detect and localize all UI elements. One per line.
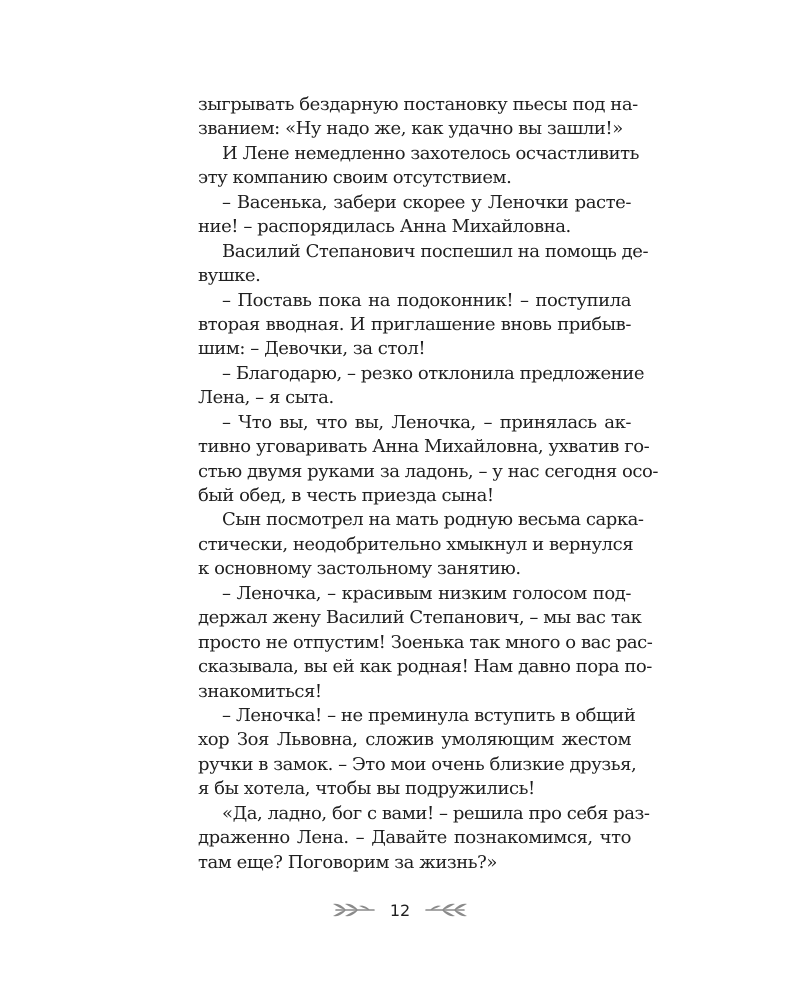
text-line: – Леночка, – красивым низким голосом под- [222,582,631,604]
text-line: просто не отпустим! Зоенька так много о вас рас- [198,631,653,653]
text-line: – Поставь пока на подоконник! – поступила [222,289,631,311]
text-line: бый обед, в честь приезда сына! [198,485,494,506]
text-line: драженно Лена. – Давайте познакомимся, что [198,827,631,849]
text-line: Василий Степанович поспешил на помощь де- [222,240,649,262]
text-line: вушке. [198,265,261,287]
text-line: я бы хотела, чтобы вы подружились! [198,778,535,800]
text-line: ручки в замок. – Это мои очень близкие друзья, [198,753,637,775]
text-line: к основному застольному занятию. [198,558,521,580]
text-line: – Благодарю, – резко отклонила предложение [222,362,645,384]
text-line: «Да, ладно, бог с вами! – решила про себя раз- [222,802,650,824]
text-line: сказывала, вы ей как родная! Нам давно пора по- [198,656,652,678]
text-line: стью двумя руками за ладонь, – у нас сегодня осо- [198,460,659,482]
text-line: эту компанию своим отсутствием. [198,167,512,189]
text-line: И Лене немедленно захотелось осчастливить [222,142,639,164]
text-line: держал жену Василий Степанович, – мы вас так [198,607,642,629]
text-line: Сын посмотрел на мать родную весьма сарка- [222,509,644,531]
text-line: шим: – Девочки, за стол! [198,338,426,360]
page-number: 12 [389,900,411,920]
text-line: Лена, – я сыта. [198,387,334,409]
text-line: знакомиться! [198,680,322,702]
body-text [198,93,659,875]
text-line: стически, неодобрительно хмыкнул и вернулся [198,533,634,555]
text-line: ние! – распорядилась Анна Михайловна. [198,216,571,238]
text-line: – Леночка! – не преминула вступить в общий [222,704,636,726]
text-line: вторая вводная. И приглашение вновь прибыв- [198,313,631,335]
text-line: хор Зоя Львовна, сложив умоляющим жестом [198,729,631,751]
text-line: тивно уговаривать Анна Михайловна, ухватив го- [198,436,650,458]
page-footer [0,895,800,925]
left-leaf-sprig-icon [332,900,378,920]
text-line: – Что вы, что вы, Леночка, – принялась ак- [222,411,631,433]
text-line: зыгрывать бездарную постановку пьесы под на- [198,94,638,115]
text-line: там еще? Поговорим за жизнь?» [198,851,497,873]
right-leaf-sprig-icon [422,900,468,920]
text-line: – Васенька, забери скорее у Леночки расте- [222,191,631,213]
text-line: званием: «Ну надо же, как удачно вы зашли!» [198,118,623,140]
